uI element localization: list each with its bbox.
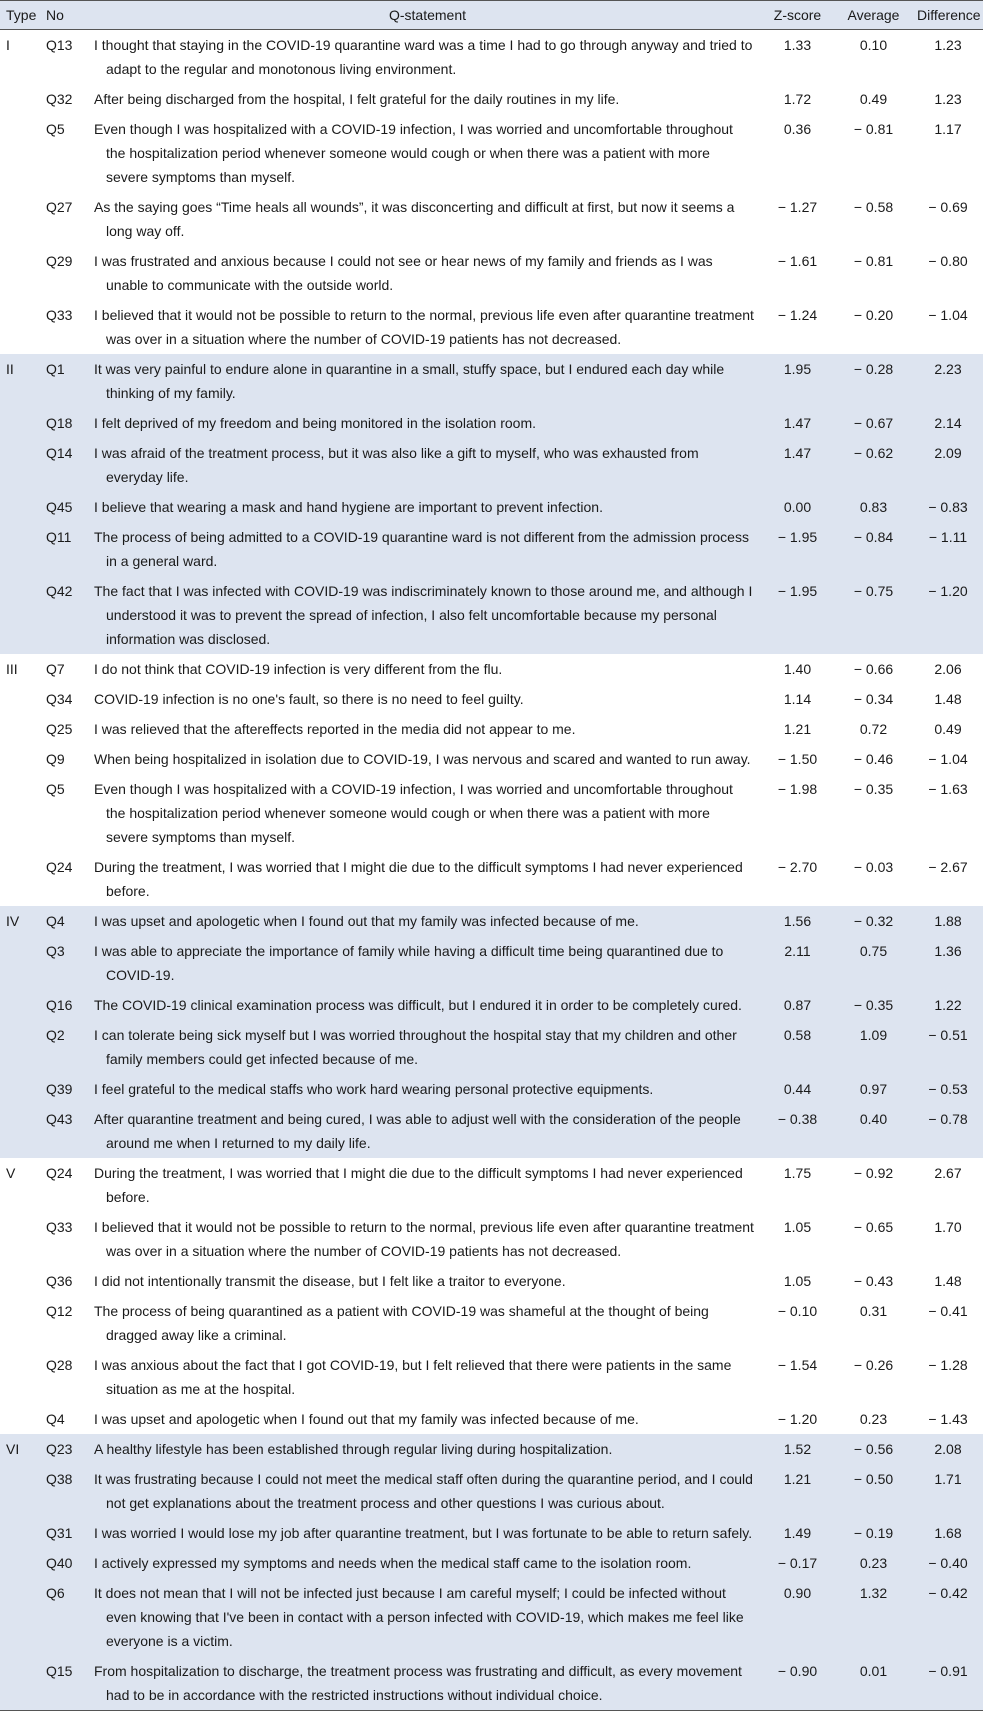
table-row bbox=[0, 522, 983, 576]
row-average: − 0.58 bbox=[853, 199, 894, 215]
table-row bbox=[0, 114, 983, 192]
row-type bbox=[0, 1404, 40, 1434]
statement-text: I believed that it would not be possible to return to the normal, previous life even after quarantine treatment was over in a situation where the number of COVID-19 patients has not decreased. bbox=[94, 307, 754, 347]
row-number: Q4 bbox=[46, 1411, 65, 1427]
row-average: − 0.26 bbox=[853, 1357, 894, 1373]
row-type bbox=[0, 714, 40, 744]
statement-text: I was relieved that the aftereffects reported in the media did not appear to me. bbox=[94, 721, 576, 737]
row-average: − 0.46 bbox=[853, 751, 894, 767]
row-type bbox=[0, 576, 40, 654]
statement-text: I thought that staying in the COVID-19 quarantine ward was a time I had to go through anyway and tried to adapt to the regular and monotonous living environment. bbox=[94, 37, 753, 77]
row-type bbox=[0, 1020, 40, 1074]
row-number: Q18 bbox=[40, 408, 94, 438]
row-statement bbox=[94, 1074, 761, 1104]
row-z-score: 0.58 bbox=[761, 1020, 834, 1074]
table-row bbox=[0, 990, 983, 1020]
statement-text: From hospitalization to discharge, the treatment process was frustrating and difficult, as every movement had to be in accordance with the restricted instructions without individual choice. bbox=[94, 1663, 742, 1703]
table-row bbox=[0, 84, 983, 114]
row-z-score: 1.56 bbox=[761, 906, 834, 936]
row-average: 0.75 bbox=[834, 936, 913, 990]
row-number: Q36 bbox=[46, 1273, 73, 1289]
row-average: − 0.50 bbox=[834, 1464, 913, 1518]
row-difference: 1.36 bbox=[913, 936, 983, 990]
row-number: Q33 bbox=[46, 1219, 73, 1235]
row-difference: 1.48 bbox=[934, 691, 962, 707]
table-row bbox=[0, 408, 983, 438]
row-difference: 1.71 bbox=[913, 1464, 983, 1518]
row-average: − 0.84 bbox=[834, 522, 913, 576]
row-difference: 2.08 bbox=[913, 1434, 983, 1464]
statement-text: I do not think that COVID-19 infection is very different from the flu. bbox=[94, 661, 503, 677]
row-statement bbox=[94, 1020, 761, 1074]
header-statement: Q-statement bbox=[94, 1, 761, 30]
row-z-score: 1.40 bbox=[783, 661, 812, 677]
table-row bbox=[0, 852, 983, 906]
statement-text: It does not mean that I will not be infected just because I am careful myself; I could be infected without even knowing that I've been in contact with a person infected with COVID-19, which makes me feel like everyone is a victim. bbox=[94, 1585, 744, 1649]
statement-text: Even though I was hospitalized with a COVID-19 infection, I was worried and uncomfortable throughout the hospitalization period whenever someone would cough or when there was a patient with more severe symptoms than myself. bbox=[94, 121, 733, 185]
row-type bbox=[0, 246, 40, 300]
row-number: Q9 bbox=[46, 751, 65, 767]
row-number: Q33 bbox=[46, 307, 73, 323]
row-number: Q39 bbox=[40, 1074, 94, 1104]
table-row bbox=[0, 1350, 983, 1404]
row-difference: − 1.20 bbox=[913, 576, 983, 654]
row-difference: − 1.04 bbox=[928, 307, 968, 323]
row-difference: − 1.28 bbox=[928, 1357, 968, 1373]
row-average: 0.83 bbox=[834, 492, 913, 522]
row-number: Q1 bbox=[40, 354, 94, 408]
row-difference: 1.23 bbox=[934, 37, 962, 53]
row-number: Q11 bbox=[40, 522, 94, 576]
statement-text: I felt deprived of my freedom and being monitored in the isolation room. bbox=[94, 415, 537, 431]
row-number: Q38 bbox=[40, 1464, 94, 1518]
statement-text: I actively expressed my symptoms and needs when the medical staff came to the isolation room. bbox=[94, 1555, 692, 1571]
row-z-score: 1.49 bbox=[761, 1518, 834, 1548]
row-statement bbox=[94, 1296, 761, 1350]
row-z-score: 1.05 bbox=[783, 1219, 812, 1235]
row-average: − 0.43 bbox=[853, 1273, 894, 1289]
row-difference: 2.23 bbox=[913, 354, 983, 408]
table-row bbox=[0, 906, 983, 936]
row-number: Q24 bbox=[46, 859, 73, 875]
row-difference: 1.22 bbox=[913, 990, 983, 1020]
row-number: Q24 bbox=[46, 1165, 73, 1181]
row-average: − 0.62 bbox=[834, 438, 913, 492]
statement-text: It was very painful to endure alone in quarantine in a small, stuffy space, but I endured each day while thinking of my family. bbox=[94, 361, 725, 401]
row-z-score: − 1.50 bbox=[777, 751, 818, 767]
row-z-score: 2.11 bbox=[761, 936, 834, 990]
row-z-score: − 0.38 bbox=[761, 1104, 834, 1158]
row-difference: − 1.43 bbox=[928, 1411, 968, 1427]
row-difference: − 0.53 bbox=[913, 1074, 983, 1104]
table-row bbox=[0, 936, 983, 990]
row-average: − 0.65 bbox=[853, 1219, 894, 1235]
row-average: − 0.92 bbox=[853, 1165, 894, 1181]
row-average: 0.23 bbox=[859, 1411, 888, 1427]
statement-text: I did not intentionally transmit the disease, but I felt like a traitor to everyone. bbox=[94, 1273, 566, 1289]
table-body bbox=[0, 30, 983, 1711]
row-type: VI bbox=[0, 1434, 40, 1464]
row-z-score: − 1.20 bbox=[777, 1411, 818, 1427]
row-statement bbox=[94, 990, 761, 1020]
row-z-score: 1.72 bbox=[783, 91, 812, 107]
row-difference: 1.48 bbox=[934, 1273, 962, 1289]
row-average: 0.97 bbox=[834, 1074, 913, 1104]
row-number: Q42 bbox=[40, 576, 94, 654]
row-statement bbox=[94, 84, 761, 114]
row-number: Q4 bbox=[40, 906, 94, 936]
row-difference: − 1.63 bbox=[928, 781, 968, 797]
row-statement bbox=[94, 714, 761, 744]
row-statement bbox=[94, 492, 761, 522]
row-number: Q5 bbox=[46, 121, 65, 137]
row-z-score: − 1.27 bbox=[777, 199, 818, 215]
row-statement bbox=[94, 852, 761, 906]
row-type bbox=[0, 684, 40, 714]
table-row bbox=[0, 1548, 983, 1578]
statement-text: As the saying goes “Time heals all wounds”, it was disconcerting and difficult at first, but now it seems a long way off. bbox=[94, 199, 735, 239]
row-type bbox=[0, 852, 40, 906]
row-number: Q3 bbox=[40, 936, 94, 990]
row-average: − 0.34 bbox=[853, 691, 894, 707]
table-row bbox=[0, 654, 983, 684]
row-z-score: 1.75 bbox=[783, 1165, 812, 1181]
row-difference: 1.70 bbox=[934, 1219, 962, 1235]
row-z-score: − 0.10 bbox=[777, 1303, 818, 1319]
row-type: IV bbox=[0, 906, 40, 936]
row-type bbox=[0, 1548, 40, 1578]
row-average: − 0.75 bbox=[834, 576, 913, 654]
row-average: − 0.28 bbox=[834, 354, 913, 408]
row-average: − 0.20 bbox=[853, 307, 894, 323]
row-type bbox=[0, 1578, 40, 1656]
row-z-score: − 1.61 bbox=[777, 253, 818, 269]
row-difference: − 0.91 bbox=[913, 1656, 983, 1711]
statement-text: The process of being admitted to a COVID-19 quarantine ward is not different from the admission process in a general ward. bbox=[94, 529, 749, 569]
statement-text: I believed that it would not be possible to return to the normal, previous life even after quarantine treatment was over in a situation where the number of COVID-19 patients has not decreased. bbox=[94, 1219, 754, 1259]
row-statement bbox=[94, 114, 761, 192]
row-statement bbox=[94, 246, 761, 300]
row-statement bbox=[94, 1266, 761, 1296]
table-row bbox=[0, 1104, 983, 1158]
row-type bbox=[0, 1656, 40, 1711]
table-row bbox=[0, 774, 983, 852]
row-z-score: 1.95 bbox=[761, 354, 834, 408]
row-difference: − 0.41 bbox=[928, 1303, 968, 1319]
row-z-score: 1.21 bbox=[783, 721, 812, 737]
row-type bbox=[0, 990, 40, 1020]
statement-text: A healthy lifestyle has been established through regular living during hospitalization. bbox=[94, 1441, 613, 1457]
row-statement bbox=[94, 30, 761, 85]
statement-text: I was anxious about the fact that I got COVID-19, but I felt relieved that there were patients in the same situation as me at the hospital. bbox=[94, 1357, 732, 1397]
row-z-score: 1.05 bbox=[783, 1273, 812, 1289]
row-type bbox=[0, 936, 40, 990]
table-row bbox=[0, 1266, 983, 1296]
row-average: − 0.03 bbox=[853, 859, 894, 875]
row-average: − 0.67 bbox=[834, 408, 913, 438]
row-z-score: 0.00 bbox=[761, 492, 834, 522]
table-header-row bbox=[0, 1, 983, 30]
row-statement bbox=[94, 300, 761, 354]
row-z-score: − 1.54 bbox=[777, 1357, 818, 1373]
row-difference: 1.23 bbox=[934, 91, 962, 107]
statement-text: The COVID-19 clinical examination process was difficult, but I endured it in order to be completely cured. bbox=[94, 997, 742, 1013]
statement-text: I feel grateful to the medical staffs who work hard wearing personal protective equipments. bbox=[94, 1081, 654, 1097]
row-type bbox=[0, 1350, 40, 1404]
row-z-score: 0.36 bbox=[783, 121, 812, 137]
row-average: 0.01 bbox=[834, 1656, 913, 1711]
statement-text: After quarantine treatment and being cured, I was able to adjust well with the consideration of the people around me when I returned to my daily life. bbox=[94, 1111, 741, 1151]
statement-text: After being discharged from the hospital, I felt grateful for the daily routines in my life. bbox=[94, 91, 620, 107]
row-average: − 0.35 bbox=[834, 990, 913, 1020]
row-number: Q16 bbox=[40, 990, 94, 1020]
row-statement bbox=[94, 576, 761, 654]
row-type: III bbox=[6, 661, 18, 677]
row-statement bbox=[94, 1158, 761, 1212]
table-row bbox=[0, 1074, 983, 1104]
row-average: − 0.81 bbox=[853, 253, 894, 269]
row-difference: 0.49 bbox=[934, 721, 962, 737]
row-difference: 2.06 bbox=[934, 661, 962, 677]
table-row bbox=[0, 438, 983, 492]
row-number: Q31 bbox=[40, 1518, 94, 1548]
statement-text: Even though I was hospitalized with a COVID-19 infection, I was worried and uncomfortable throughout the hospitalization period whenever someone would cough or when there was a patient with more severe symptoms than myself. bbox=[94, 781, 733, 845]
row-z-score: 1.14 bbox=[783, 691, 812, 707]
row-number: Q45 bbox=[40, 492, 94, 522]
row-statement bbox=[94, 654, 761, 684]
row-number: Q28 bbox=[46, 1357, 73, 1373]
row-statement bbox=[94, 1578, 761, 1656]
row-statement bbox=[94, 192, 761, 246]
row-z-score: 1.47 bbox=[761, 438, 834, 492]
statement-text: I believe that wearing a mask and hand hygiene are important to prevent infection. bbox=[94, 499, 603, 515]
row-average: − 0.32 bbox=[834, 906, 913, 936]
statement-text: I was afraid of the treatment process, but it was also like a gift to myself, who was exhausted from everyday life. bbox=[94, 445, 699, 485]
row-statement bbox=[94, 354, 761, 408]
row-z-score: − 1.24 bbox=[777, 307, 818, 323]
row-difference: − 2.67 bbox=[928, 859, 968, 875]
row-type bbox=[0, 84, 40, 114]
row-number: Q34 bbox=[46, 691, 73, 707]
row-average: 1.32 bbox=[834, 1578, 913, 1656]
row-z-score: 1.33 bbox=[783, 37, 812, 53]
row-type bbox=[0, 1266, 40, 1296]
statement-text: I was worried I would lose my job after quarantine treatment, but I was fortunate to be able to return safely. bbox=[94, 1525, 753, 1541]
statement-text: COVID-19 infection is no one's fault, so there is no need to feel guilty. bbox=[94, 691, 524, 707]
table-row bbox=[0, 300, 983, 354]
row-statement bbox=[94, 684, 761, 714]
statement-text: The fact that I was infected with COVID-19 was indiscriminately known to those around me, and although I understood it was to prevent the spread of infection, I also felt uncomfortable because my personal information was disclosed. bbox=[94, 583, 753, 647]
row-difference: 1.68 bbox=[913, 1518, 983, 1548]
row-type bbox=[0, 1464, 40, 1518]
table-row bbox=[0, 576, 983, 654]
row-z-score: − 0.90 bbox=[761, 1656, 834, 1711]
row-number: Q15 bbox=[40, 1656, 94, 1711]
row-z-score: 0.87 bbox=[761, 990, 834, 1020]
table-row bbox=[0, 1404, 983, 1434]
statement-text: During the treatment, I was worried that I might die due to the difficult symptoms I had never experienced before. bbox=[94, 1165, 743, 1205]
row-number: Q40 bbox=[40, 1548, 94, 1578]
statement-text: I was frustrated and anxious because I could not see or hear news of my family and friends as I was unable to communicate with the outside world. bbox=[94, 253, 713, 293]
row-statement bbox=[94, 1464, 761, 1518]
statement-text: The process of being quarantined as a patient with COVID-19 was shameful at the thought of being dragged away like a criminal. bbox=[94, 1303, 709, 1343]
row-average: − 0.19 bbox=[834, 1518, 913, 1548]
row-type bbox=[0, 1212, 40, 1266]
row-average: − 0.66 bbox=[853, 661, 894, 677]
row-difference: 2.67 bbox=[934, 1165, 962, 1181]
row-difference: 2.09 bbox=[913, 438, 983, 492]
row-type bbox=[0, 438, 40, 492]
row-z-score: 1.52 bbox=[761, 1434, 834, 1464]
row-statement bbox=[94, 438, 761, 492]
row-average: − 0.56 bbox=[834, 1434, 913, 1464]
row-statement bbox=[94, 408, 761, 438]
statement-text: It was frustrating because I could not meet the medical staff often during the quarantine period, and I could not get explanations about the treatment process and other questions I was curious about. bbox=[94, 1471, 753, 1511]
row-difference: − 0.42 bbox=[913, 1578, 983, 1656]
row-statement bbox=[94, 744, 761, 774]
row-average: 1.09 bbox=[834, 1020, 913, 1074]
row-z-score: − 1.95 bbox=[761, 522, 834, 576]
row-statement bbox=[94, 1404, 761, 1434]
row-z-score: − 1.95 bbox=[761, 576, 834, 654]
row-statement bbox=[94, 1212, 761, 1266]
row-type bbox=[0, 1296, 40, 1350]
row-number: Q7 bbox=[46, 661, 65, 677]
row-statement bbox=[94, 1656, 761, 1711]
statement-text: I was able to appreciate the importance of family while having a difficult time being quarantined due to COVID-19. bbox=[94, 943, 724, 983]
table-row bbox=[0, 246, 983, 300]
table-row bbox=[0, 1656, 983, 1711]
row-type bbox=[0, 1074, 40, 1104]
header-z-score: Z-score bbox=[761, 1, 834, 30]
row-number: Q27 bbox=[46, 199, 73, 215]
row-difference: − 1.04 bbox=[928, 751, 968, 767]
row-type: II bbox=[0, 354, 40, 408]
row-number: Q6 bbox=[40, 1578, 94, 1656]
table-row bbox=[0, 354, 983, 408]
table-row bbox=[0, 192, 983, 246]
row-difference: − 0.69 bbox=[928, 199, 968, 215]
row-number: Q5 bbox=[46, 781, 65, 797]
row-type bbox=[0, 192, 40, 246]
row-number: Q23 bbox=[40, 1434, 94, 1464]
row-number: Q13 bbox=[46, 37, 73, 53]
row-z-score: − 2.70 bbox=[777, 859, 818, 875]
statement-text: During the treatment, I was worried that I might die due to the difficult symptoms I had never experienced before. bbox=[94, 859, 743, 899]
row-difference: 1.88 bbox=[913, 906, 983, 936]
row-difference: 1.17 bbox=[934, 121, 962, 137]
row-statement bbox=[94, 1104, 761, 1158]
row-type bbox=[0, 114, 40, 192]
row-type bbox=[0, 774, 40, 852]
row-difference: − 0.51 bbox=[913, 1020, 983, 1074]
row-number: Q29 bbox=[46, 253, 73, 269]
row-type bbox=[0, 492, 40, 522]
row-number: Q43 bbox=[40, 1104, 94, 1158]
row-difference: − 1.11 bbox=[913, 522, 983, 576]
row-type bbox=[0, 300, 40, 354]
row-statement bbox=[94, 1518, 761, 1548]
row-type: V bbox=[6, 1165, 16, 1181]
header-type: Type bbox=[0, 1, 40, 30]
table-row bbox=[0, 30, 983, 85]
statement-text: I was upset and apologetic when I found out that my family was infected because of me. bbox=[94, 913, 639, 929]
statement-text: I can tolerate being sick myself but I was worried throughout the hospital stay that my children and other family members could get infected because of me. bbox=[94, 1027, 737, 1067]
row-statement bbox=[94, 1548, 761, 1578]
row-z-score: − 1.98 bbox=[777, 781, 818, 797]
row-type bbox=[0, 1518, 40, 1548]
row-difference: − 0.40 bbox=[913, 1548, 983, 1578]
row-difference: − 0.78 bbox=[913, 1104, 983, 1158]
row-z-score: 0.90 bbox=[761, 1578, 834, 1656]
row-average: 0.49 bbox=[859, 91, 888, 107]
row-statement bbox=[94, 1434, 761, 1464]
row-z-score: − 0.17 bbox=[761, 1548, 834, 1578]
row-statement bbox=[94, 1350, 761, 1404]
row-difference: − 0.83 bbox=[913, 492, 983, 522]
table-row bbox=[0, 714, 983, 744]
header-no: No bbox=[40, 1, 94, 30]
table-row bbox=[0, 1158, 983, 1212]
table-row bbox=[0, 744, 983, 774]
row-statement bbox=[94, 936, 761, 990]
table-row bbox=[0, 1434, 983, 1464]
row-type bbox=[0, 1104, 40, 1158]
table-row bbox=[0, 1212, 983, 1266]
row-average: 0.40 bbox=[834, 1104, 913, 1158]
row-average: 0.23 bbox=[834, 1548, 913, 1578]
row-statement bbox=[94, 522, 761, 576]
row-type bbox=[0, 522, 40, 576]
row-average: 0.31 bbox=[859, 1303, 888, 1319]
row-difference: − 0.80 bbox=[928, 253, 968, 269]
row-difference: 2.14 bbox=[913, 408, 983, 438]
row-average: 0.72 bbox=[859, 721, 888, 737]
row-average: − 0.35 bbox=[853, 781, 894, 797]
table-row bbox=[0, 1518, 983, 1548]
row-type bbox=[0, 408, 40, 438]
row-z-score: 0.44 bbox=[761, 1074, 834, 1104]
row-statement bbox=[94, 906, 761, 936]
row-number: Q14 bbox=[40, 438, 94, 492]
row-z-score: 1.47 bbox=[761, 408, 834, 438]
row-number: Q12 bbox=[46, 1303, 73, 1319]
header-average: Average bbox=[834, 1, 913, 30]
row-number: Q2 bbox=[40, 1020, 94, 1074]
row-type bbox=[0, 744, 40, 774]
table-row bbox=[0, 684, 983, 714]
row-average: − 0.81 bbox=[853, 121, 894, 137]
row-number: Q32 bbox=[46, 91, 73, 107]
table-row bbox=[0, 1578, 983, 1656]
table-row bbox=[0, 492, 983, 522]
row-number: Q25 bbox=[46, 721, 73, 737]
statement-text: When being hospitalized in isolation due to COVID-19, I was nervous and scared and wanted to run away. bbox=[94, 751, 751, 767]
row-type: I bbox=[6, 37, 10, 53]
table-row bbox=[0, 1296, 983, 1350]
header-difference: Difference bbox=[913, 1, 983, 30]
row-average: 0.10 bbox=[859, 37, 888, 53]
statement-text: I was upset and apologetic when I found out that my family was infected because of me. bbox=[94, 1411, 639, 1427]
row-statement bbox=[94, 774, 761, 852]
table-row bbox=[0, 1020, 983, 1074]
row-z-score: 1.21 bbox=[761, 1464, 834, 1518]
table-row bbox=[0, 1464, 983, 1518]
